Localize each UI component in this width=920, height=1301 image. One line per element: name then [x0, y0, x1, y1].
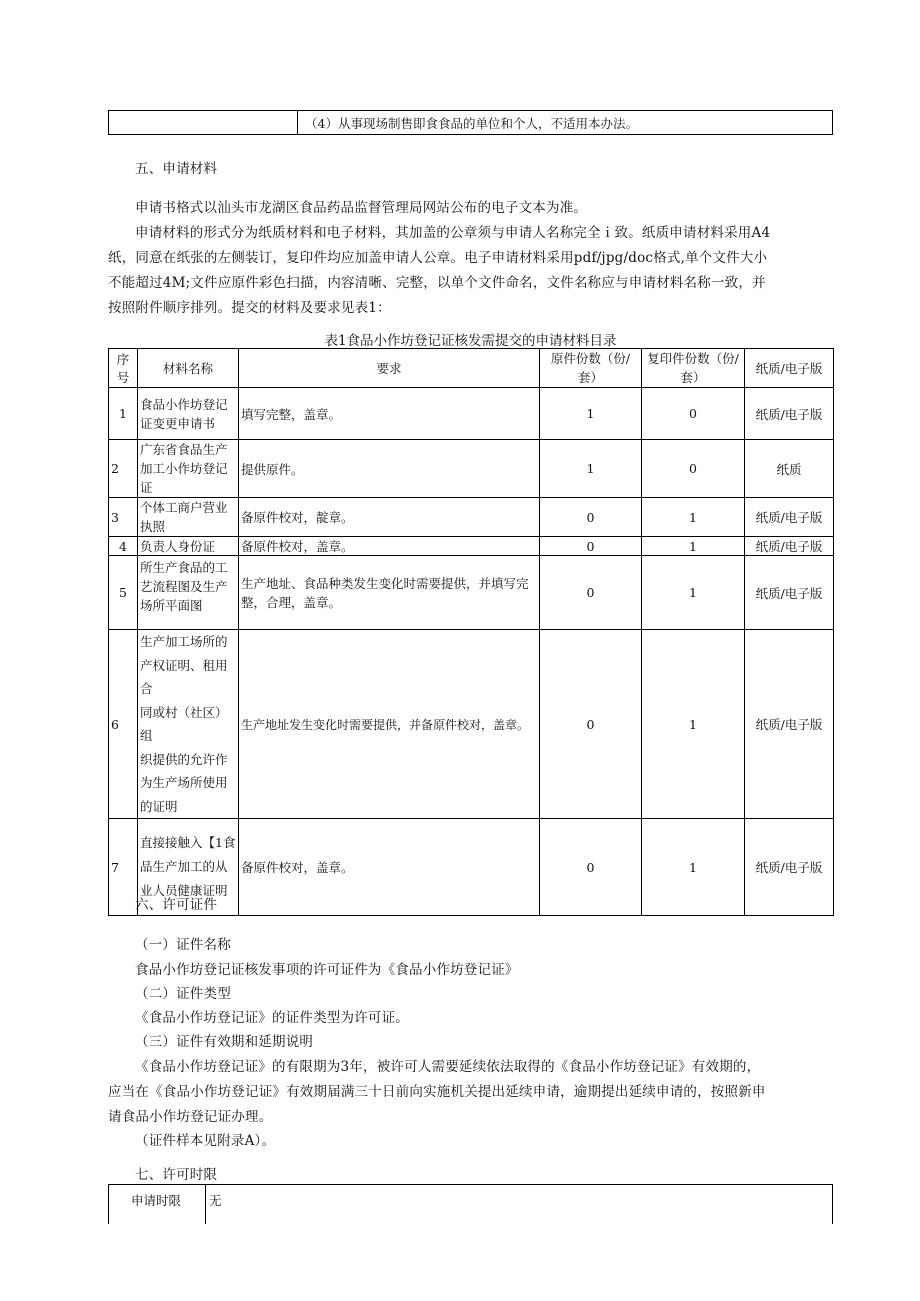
row-name	[138, 498, 239, 537]
row-name-line: 广东省食品生产	[140, 442, 228, 457]
row-name	[138, 630, 239, 819]
section6-sub2: （二）证件类型	[135, 986, 231, 1002]
row-form: 纸质/电子版	[745, 498, 834, 537]
section6-sub3-line1: 《食品小作坊登记证》的有限期为3年，被许可人需要延续依法取得的《食品小作坊登记证》有效期的，	[135, 1059, 761, 1075]
section6-sub3-line3: 请食品小作坊登记证办理。	[108, 1109, 273, 1125]
row-name-line: 业人员健康证明	[140, 883, 228, 898]
row-no: 3	[109, 498, 138, 537]
row-orig: 0	[540, 630, 642, 819]
row-orig: 1	[540, 388, 642, 440]
table-row	[109, 630, 834, 819]
row-name-line: 织提供的允许作	[140, 751, 228, 767]
row-name	[138, 388, 239, 440]
row-req: 生产地址发生变化时需要提供，并备原件校对，盖章。	[239, 630, 540, 819]
header-orig	[540, 349, 642, 388]
header-no: 序号	[109, 349, 138, 388]
row-name-line: 加工小作坊登记	[140, 461, 228, 476]
row-no: 2	[109, 440, 138, 498]
row-name-line: 同或村（社区）组	[140, 704, 228, 743]
section6-sub1: （一）证件名称	[135, 937, 231, 953]
row-no: 1	[109, 388, 138, 440]
row-name-line: 的证明	[140, 798, 178, 814]
row-req: 备原件校对，靛章。	[239, 498, 540, 537]
row-no: 6	[109, 630, 138, 819]
row-orig: 0	[540, 556, 642, 630]
row-orig: 0	[540, 498, 642, 537]
row-name	[138, 440, 239, 498]
time-limit-value: 无	[209, 1193, 222, 1208]
section5-p2-line4: 按照附件顺序排列。提交的材料及要求见表1：	[108, 300, 391, 316]
row-req-line: 生产地址、食品种类发生变化时需要提供，并填写完	[241, 575, 529, 591]
row-req-line: 整，合理，盖章。	[241, 594, 342, 610]
row-req: 备原件校对，盖章。	[239, 819, 540, 916]
section6-sub3-note: （证件样本见附录A）。	[135, 1133, 276, 1149]
section5-p2-line2: 纸，同意在纸张的左侧装订，复印件均应加盖申请人公章。电子申请材料采用pdf/jpg/doc格式,单个文件大小	[108, 250, 768, 266]
section5-heading: 五、申请材料	[135, 161, 218, 177]
header-copy	[642, 349, 745, 388]
section6-sub2-text: 《食品小作坊登记证》的证件类型为许可证。	[135, 1010, 409, 1026]
table-row	[109, 537, 834, 556]
section7-heading: 七、许可时限	[135, 1167, 218, 1183]
row-name-line: 艺流程图及生产	[140, 579, 228, 594]
row-no: 7	[109, 819, 138, 916]
header-orig-l1: 原件份数（份/	[550, 351, 631, 366]
row-name: 负责人身份证	[138, 537, 239, 556]
section6-sub1-text: 食品小作坊登记证核发事项的许可证件为《食品小作坊登记证》	[135, 962, 519, 978]
row-req	[239, 556, 540, 630]
row-req: 备原件校对，盖章。	[239, 537, 540, 556]
section6-heading: 六、许可证件	[135, 897, 218, 913]
row-name-line: 场所平面图	[140, 598, 203, 613]
section5-p1: 申请书格式以汕头市龙湖区食品药品监督管理局网站公布的电子文本为准。	[135, 200, 588, 216]
time-limit-divider	[205, 1185, 206, 1224]
time-limit-table	[108, 1184, 833, 1224]
table-row	[109, 556, 834, 630]
time-limit-label: 申请时限	[131, 1193, 182, 1208]
row-name-line: 产权证明、租用合	[140, 657, 228, 696]
row-name-line: 为生产场所使用	[140, 775, 228, 790]
row-name-line: 证	[140, 480, 153, 495]
row-name-line: 个体工商户营业	[140, 500, 228, 515]
row-req: 提供原件。	[239, 440, 540, 498]
row-copy: 1	[642, 498, 745, 537]
row-req: 填写完整，盖章。	[239, 388, 540, 440]
table-header-row	[109, 349, 834, 388]
row-orig: 1	[540, 440, 642, 498]
row-form: 纸质/电子版	[745, 537, 834, 556]
row-orig: 0	[540, 537, 642, 556]
row-copy: 1	[642, 630, 745, 819]
row-name-line: 执照	[140, 519, 166, 534]
header-copy-l2: 套）	[680, 370, 706, 385]
table-row	[109, 819, 834, 916]
table-row	[109, 388, 834, 440]
row-form: 纸质	[745, 440, 834, 498]
row-copy: 0	[642, 388, 745, 440]
materials-table	[108, 348, 834, 916]
row-name-line: 证变更申请书	[140, 415, 216, 431]
header-form: 纸质/电子版	[745, 349, 834, 388]
row-name-line: 生产加工场所的	[140, 634, 228, 649]
row-form: 纸质/电子版	[745, 630, 834, 819]
section5-p2-line3: 不能超过4M;文件应原件彩色扫描，内容清晰、完整，以单个文件命名，文件名称应与申请材料名称一致，并	[108, 275, 766, 291]
top-table-divider	[297, 111, 298, 134]
row-copy: 1	[642, 537, 745, 556]
row-copy: 1	[642, 819, 745, 916]
top-table	[108, 110, 833, 135]
header-req: 要求	[239, 349, 540, 388]
section6-sub3: （三）证件有效期和延期说明	[135, 1034, 314, 1050]
row-name-line: 直接接触入【1食	[140, 835, 236, 850]
row-no: 4	[109, 537, 138, 556]
section6-sub3-line2: 应当在《食品小作坊登记证》有效期届满三十日前向实施机关提出延续申请，逾期提出延续申请的，按照新申	[108, 1084, 766, 1100]
section5-p2-line1: 申请材料的形式分为纸质材料和电子材料，其加盖的公章须与申请人名称完全ｉ致。纸质申请材料采用A4	[135, 225, 771, 241]
row-form: 纸质/电子版	[745, 388, 834, 440]
table-row	[109, 498, 834, 537]
row-copy: 1	[642, 556, 745, 630]
header-copy-l1: 复印件份数（份/	[647, 351, 739, 366]
row-form: 纸质/电子版	[745, 556, 834, 630]
row-no: 5	[109, 556, 138, 630]
row-name	[138, 556, 239, 630]
top-table-note: （4）从事现场制售即食食品的单位和个人，不适用本办法。	[305, 116, 638, 131]
header-orig-l2: 套）	[577, 370, 603, 385]
table1-caption: 表1食品小作坊登记证核发需提交的申请材料目录	[324, 333, 617, 349]
row-orig: 0	[540, 819, 642, 916]
row-name-line: 食品小作坊登记	[140, 396, 228, 412]
header-name: 材料名称	[138, 349, 239, 388]
table-row	[109, 440, 834, 498]
row-copy: 0	[642, 440, 745, 498]
row-name-line: 所生产食品的工	[140, 560, 228, 575]
row-form: 纸质/电子版	[745, 819, 834, 916]
row-name-line: 品生产加工的从	[140, 859, 228, 874]
